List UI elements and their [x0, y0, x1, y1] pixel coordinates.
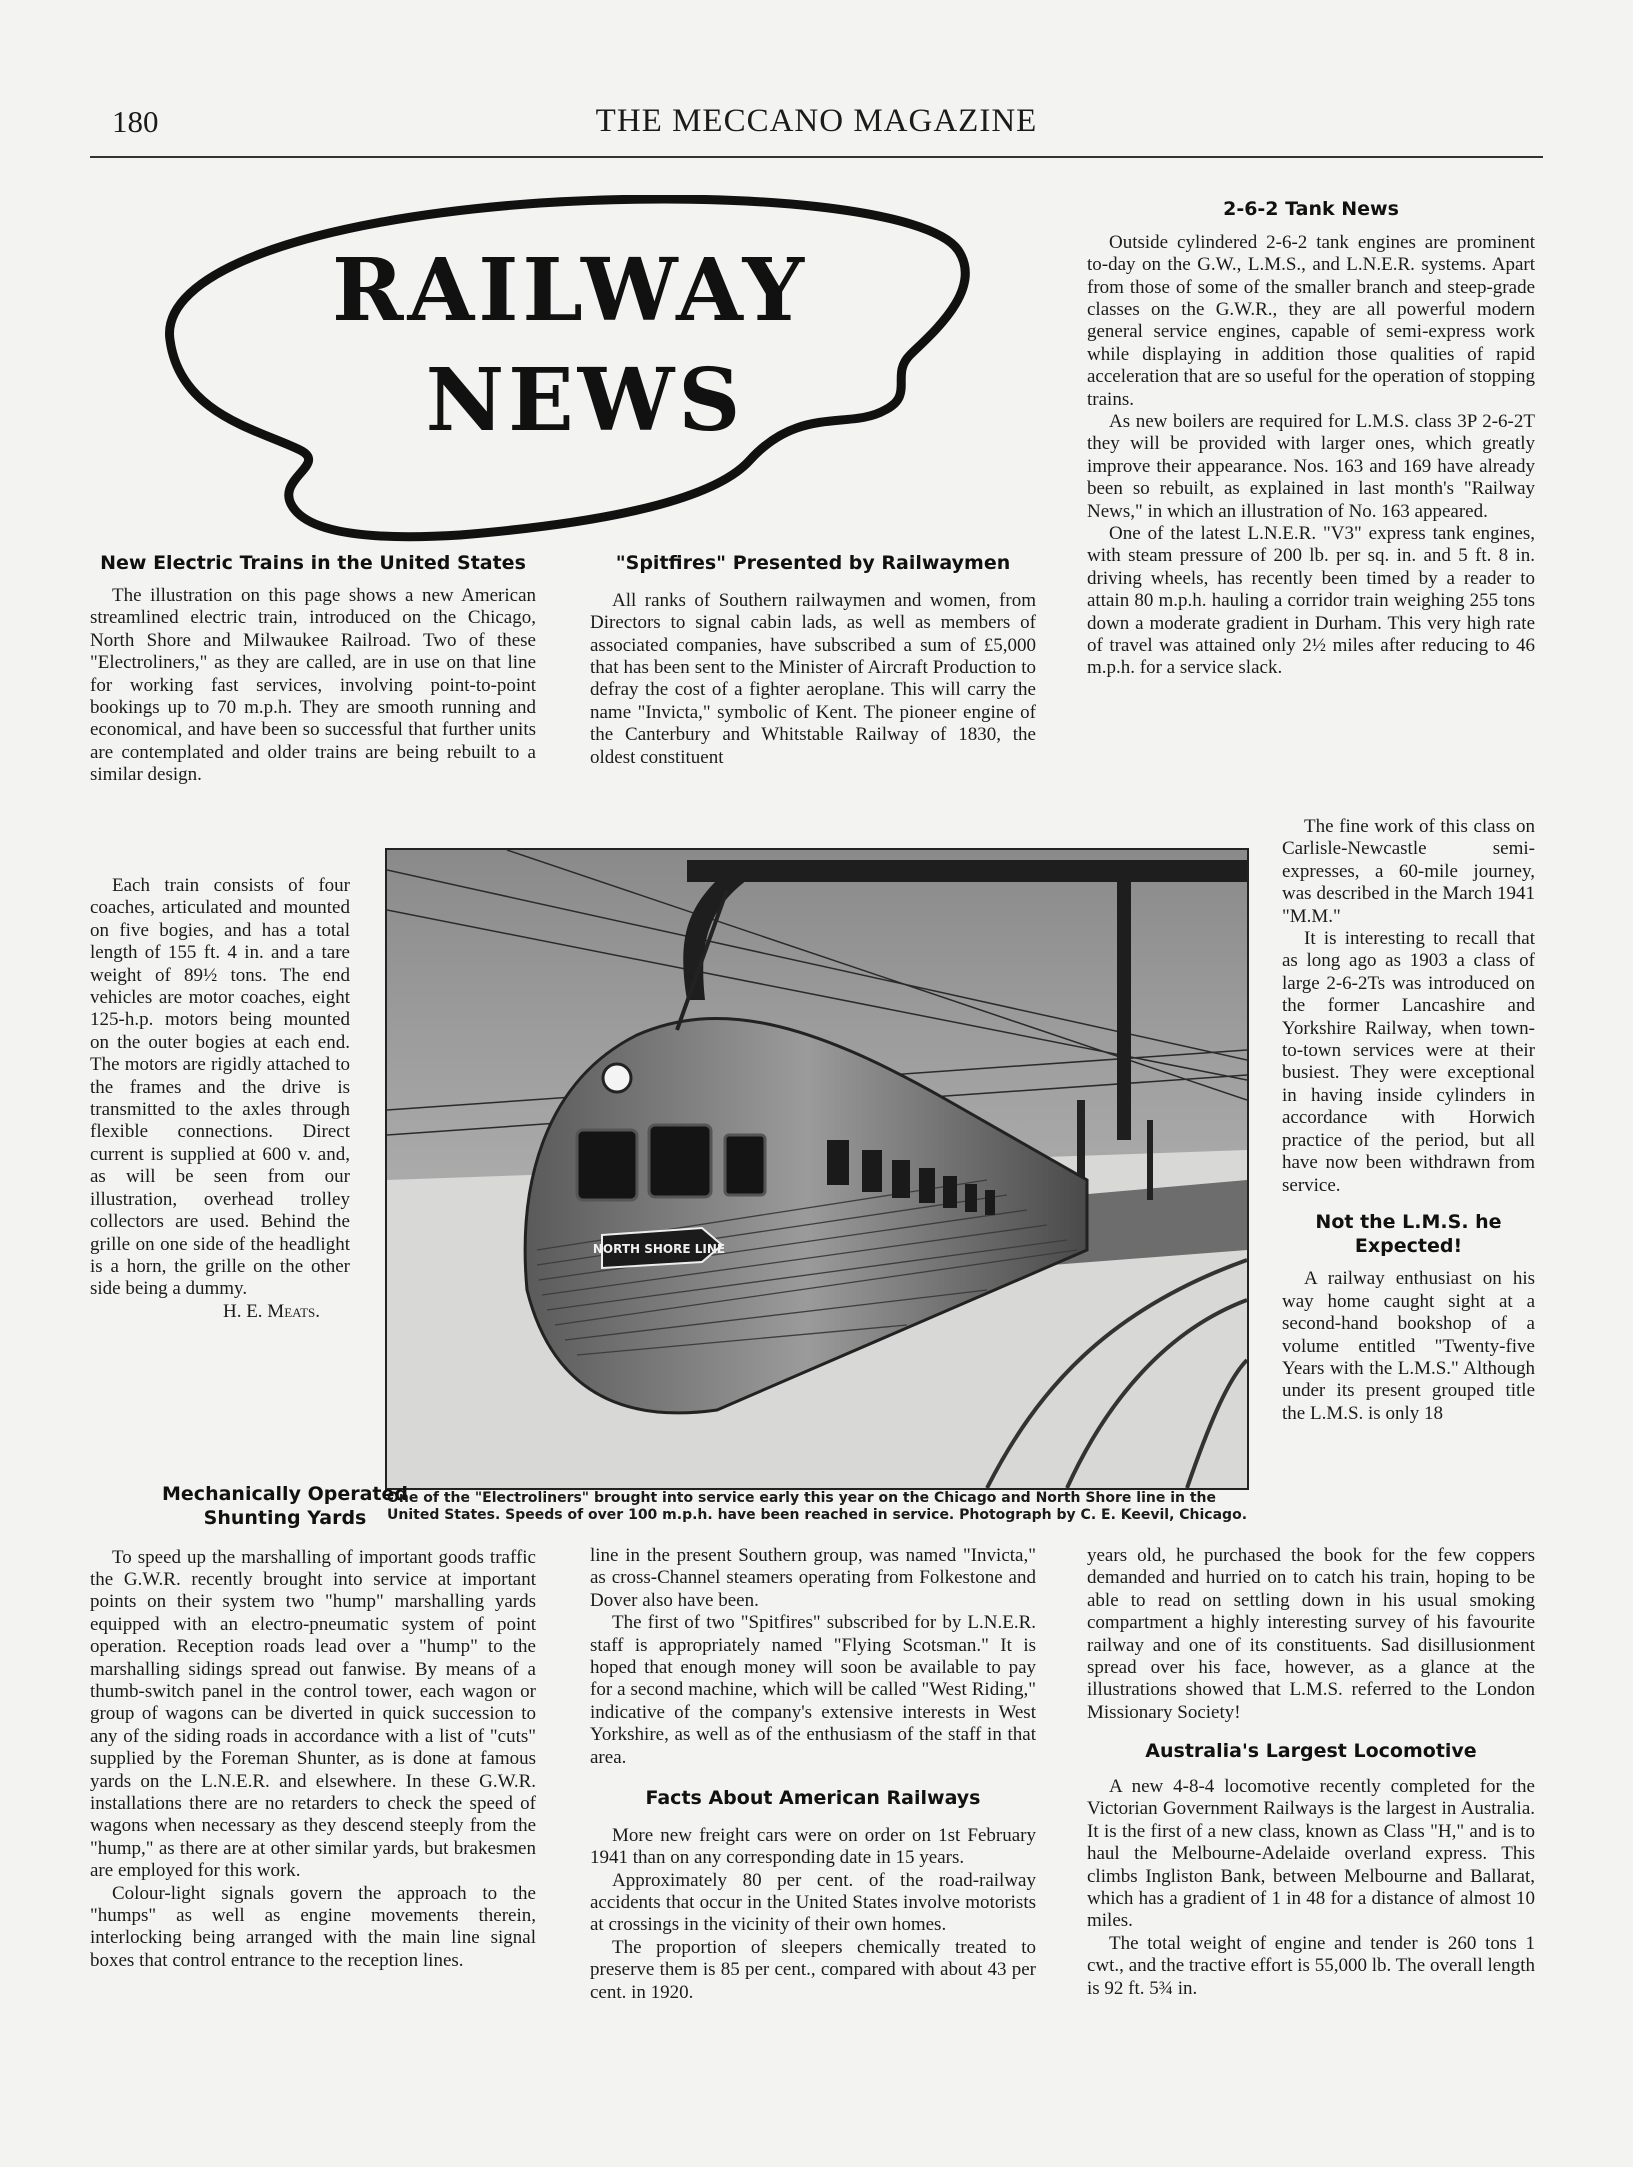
header-rule [90, 156, 1543, 158]
article-tank-news [1087, 198, 1535, 680]
article-paragraph: years old, he purchased the book for the few coppers demanded and hurried on to catch his train, hoping to be able to read on settling down in his usual smoking compartment a highly interesting survey of his favourite railway and one of its constituents. Sad disillusionment spread over his face, however, as a glance at the illustrations showed that L.M.S. referred to the London Missionary Society! [1087, 1545, 1535, 1723]
article-paragraph: To speed up the marshalling of important goods traffic the G.W.R. recently brought into service at important points on their system two "hump" marshalling yards equipped with an electro-pneumatic system of point operation. Reception roads lead over a "hump" to the marshalling sidings spread out fanwise. By means of a thumb-switch panel in the control tower, each wagon or group of wagons can be diverted in quick succession to any of the siding roads in accordance with a list of "cuts" supplied by the Foreman Shunter, as is done at famous yards on the L.N.E.R. and elsewhere. In these G.W.R. installations there are no retarders to check the speed of wagons when necessary as they descend steeply from the "hump," as there are at other similar yards, but brakesmen are employed for this work. [90, 1546, 536, 1882]
article-heading: Australia's Largest Locomotive [1145, 1740, 1477, 1763]
page-number: 180 [112, 104, 159, 139]
article-paragraph: One of the latest L.N.E.R. "V3" express tank engines, with steam pressure of 200 lb. per sq. in. and 5 ft. 8 in. driving wheels, has recently been timed by a reader to attain 80 m.p.h. hauling a corridor train weighing 255 tons down a moderate gradient in Durham. This very high rate of travel was attained only 2½ miles after reducing to 46 m.p.h. for a service slack. [1087, 523, 1535, 679]
article-paragraph: Colour-light signals govern the approach to the "humps" as well as engine movements therein, interlocking being arranged with the main line signal boxes that control entrance to the reception lines. [90, 1882, 536, 1971]
article-spitfires-bottom [590, 1545, 1036, 2004]
article-spitfires-top [590, 552, 1036, 769]
article-paragraph: A railway enthusiast on his way home caught sight at a second-hand bookshop of a volume entitled "Twenty-five Years with the L.M.S." Although under its present grouped title the L.M.S. is only 18 [1282, 1268, 1535, 1424]
article-heading: Mechanically Operated Shunting Yards [162, 1483, 408, 1529]
article-signature: H. E. Meats. [222, 1300, 320, 1322]
article-paragraph: Approximately 80 per cent. of the road-railway accidents that occur in the United States involve motorists at crossings in the vicinity of their own homes. [590, 1869, 1036, 1936]
article-electric-trains-narrow [90, 875, 350, 1323]
article-tank-news-narrow [1282, 816, 1535, 1425]
article-paragraph: The total weight of engine and tender is 260 tons 1 cwt., and the tractive effort is 55,000 lb. The overall length is 92 ft. 5¾ in. [1087, 1932, 1535, 1999]
article-electric-trains-top [90, 585, 536, 787]
article-paragraph: The fine work of this class on Carlisle-Newcastle semi-expresses, a 60-mile journey, was described in the March 1941 "M.M." [1282, 816, 1535, 927]
article-heading: New Electric Trains in the United States [100, 552, 526, 574]
article-shunting-yards [90, 1483, 536, 1972]
railway-news-logo [150, 195, 980, 545]
article-paragraph: A new 4-8-4 locomotive recently completed for the Victorian Government Railways is the largest in Australia. It is the first of a new class, known as Class "H," and is to haul the Melbourne-Adelaide overland express. This climbs Ingliston Bank, between Melbourne and Ballarat, which has a gradient of 1 in 48 for a distance of almost 10 miles. [1087, 1776, 1535, 1932]
article-paragraph: More new freight cars were on order on 1st February 1941 than on any corresponding date in 15 years. [590, 1824, 1036, 1869]
article-heading: Not the L.M.S. he Expected! [1315, 1210, 1502, 1257]
article-paragraph: The illustration on this page shows a new American streamlined electric train, introduced on the Chicago, North Shore and Milwaukee Railroad. Two of these "Electroliners," as they are called, are in use on that line for working fast services, involving point-to-point bookings up to 70 m.p.h. They are smooth running and economical, and have been so successful that further units are contemplated and older trains are being rebuilt to a similar design. [90, 585, 536, 786]
article-heading: "Spitfires" Presented by Railwaymen [615, 552, 1011, 574]
article-paragraph: All ranks of Southern railwaymen and women, from Directors to signal cabin lads, as well as members of associated companies, have subscribed a sum of £5,000 that has been sent to the Minister of Aircraft Production to defray the cost of a fighter aeroplane. This will carry the name "Invicta," symbolic of Kent. The pioneer engine of the Canterbury and Whitstable Railway of 1830, the oldest constituent [590, 589, 1036, 768]
article-electric-trains-heading-block [90, 552, 536, 576]
article-paragraph: As new boilers are required for L.M.S. class 3P 2-6-2T they will be provided with larger ones, which greatly improve their appearance. Nos. 163 and 169 have already been so rebuilt, as explained in last month's "Railway News," in which an illustration of No. 163 appeared. [1087, 411, 1535, 522]
article-heading: 2-6-2 Tank News [1223, 198, 1399, 220]
article-paragraph: The first of two "Spitfires" subscribed for by L.N.E.R. staff is appropriately named "Flying Scotsman." It is hoped that enough money will soon be available to pay for a second machine, which will be called "West Riding," indicative of the company's extensive interests in West Yorkshire, as well as of the enthusiasm of the staff in that area. [590, 1612, 1036, 1768]
electroliner-illustration [387, 850, 1247, 1488]
article-paragraph: The proportion of sleepers chemically treated to preserve them is 85 per cent., compared with about 43 per cent. in 1920. [590, 1936, 1036, 2003]
logo-word-railway: RAILWAY [332, 240, 808, 341]
logo-word-news: NEWS [425, 350, 745, 451]
article-paragraph: line in the present Southern group, was named "Invicta," as cross-Channel steamers operating from Folkestone and Dover also have been. [590, 1545, 1036, 1611]
magazine-title: THE MECCANO MAGAZINE [595, 103, 1038, 139]
train-sign-text: NORTH SHORE LINE [592, 1242, 726, 1256]
article-lms-bottom [1087, 1545, 1535, 2000]
article-heading: Facts About American Railways [645, 1787, 981, 1810]
photo-caption: One of the "Electroliners" brought into service early this year on the Chicago and North Shore line in the United States. Speeds of over 100 m.p.h. have been reached in service. Photograph by C. E. Keevil, Chicago. [387, 1490, 1248, 1523]
article-paragraph: Each train consists of four coaches, articulated and mounted on five bogies, and has a total length of 155 ft. 4 in. and a tare weight of 89½ tons. The end vehicles are motor coaches, eight 125-h.p. motors being mounted on the outer bogies at each end. The motors are rigidly attached to the frames and the drive is transmitted to the axles through flexible connections. Direct current is supplied at 600 v. and, as will be seen from our illustration, overhead trolley collectors are used. Behind the grille on one side of the headlight is a horn, the grille on the other side being a dummy. [90, 875, 350, 1300]
electroliner-photo [385, 848, 1249, 1490]
article-paragraph: Outside cylindered 2-6-2 tank engines are prominent to-day on the G.W., L.M.S., and L.N.E.R. systems. Apart from those of some of the smaller branch and steep-grade classes on the G.W.R., they are all powerful modern general service engines, capable of semi-express work while displaying in addition those qualities of rapid acceleration that are so useful for the operation of stopping trains. [1087, 231, 1535, 410]
article-paragraph: It is interesting to recall that as long ago as 1903 a class of large 2-6-2Ts was introduced on the former Lancashire and Yorkshire Railway, when town-to-town services were at their busiest. They were exceptional in having inside cylinders in accordance with Horwich practice of the period, but all have now been withdrawn from service. [1282, 928, 1535, 1196]
